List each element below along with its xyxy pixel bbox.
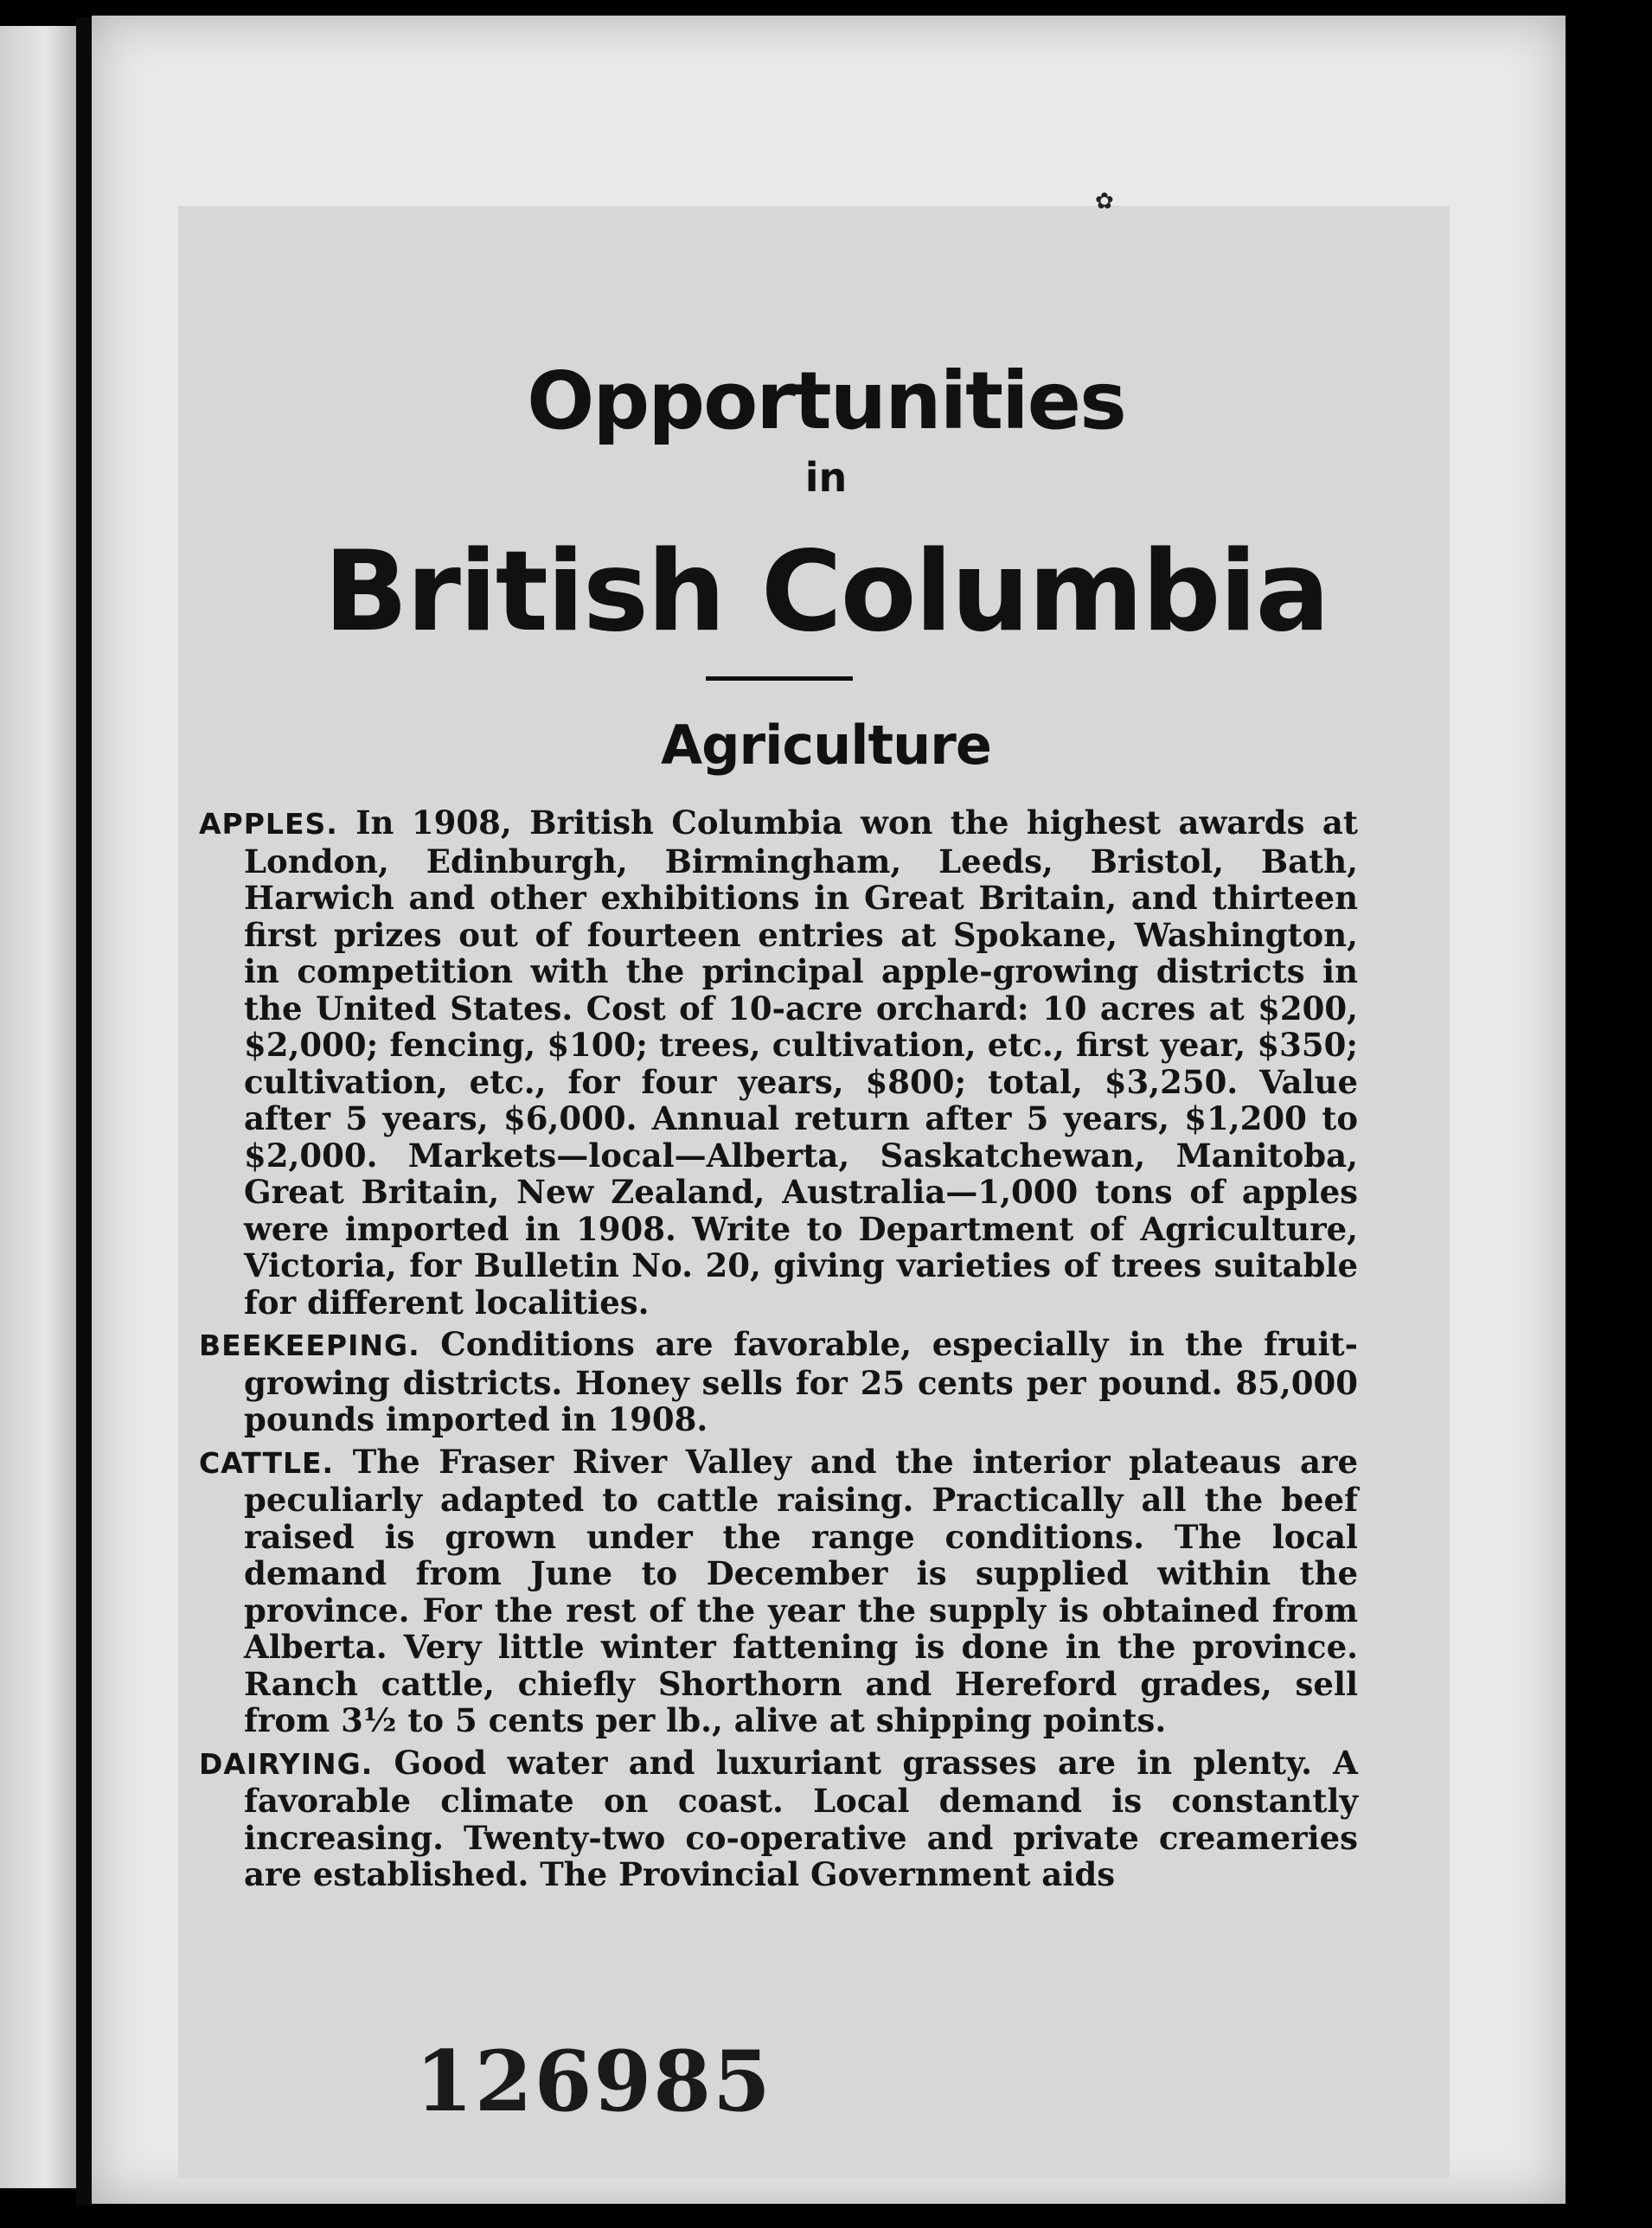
ornament-mark: ✿ xyxy=(1095,189,1114,214)
lead-beekeeping: BEEKEEPING. xyxy=(199,1328,420,1362)
book-gutter xyxy=(76,17,92,2206)
paragraph-dairying xyxy=(199,1745,1358,1893)
paragraph-beekeeping xyxy=(199,1326,1358,1438)
text-cattle: The Fraser River Valley and the interior plateaus are peculiarly adapted to cattle raising. Practically all the beef raised is grown under the range conditions. The local demand from June to December is supplied within the province. For the rest of the year the supply is obtained from Alberta. Very little winter fattening is done in the province. Ranch cattle, chiefly Shorthorn and Hereford grades, sell from 3½ to 5 cents per lb., alive at shipping points. xyxy=(244,1442,1358,1739)
title-in: in xyxy=(804,454,848,501)
text-dairying: Good water and luxuriant grasses are in plenty. A favorable climate on coast. Local demand is constantly increasing. Twenty-two co-operative and private creameries are established. The Provincial Government aids xyxy=(244,1743,1358,1893)
text-apples: In 1908, British Columbia won the highest awards at London, Edinburgh, Birmingham, Leeds, Bristol, Bath, Harwich and other exhibitions in Great Britain, and thirteen first prizes out of fourteen entries at Spokane, Washington, in competition with the principal apple-growing districts in the United States. Cost of 10-acre orchard: 10 acres at $200, $2,000; fencing, $100; trees, cultivation, etc., first year, $350; cultivation, etc., for four years, $800; total, $3,250. Value after 5 years, $6,000. Annual return after 5 years, $1,200 to $2,000. Markets—local—Alberta, Saskatchewan, Manitoba, Great Britain, New Zealand, Australia—1,000 tons of apples were imported in 1908. Write to Department of Agriculture, Victoria, for Bulletin No. 20, giving varieties of trees suitable for different localities. xyxy=(244,803,1358,1322)
title-divider-rule xyxy=(706,676,853,681)
paragraph-apples xyxy=(199,804,1358,1321)
title-british-columbia: British Columbia xyxy=(323,528,1329,656)
paragraph-cattle xyxy=(199,1444,1358,1739)
lead-dairying: DAIRYING. xyxy=(199,1746,374,1781)
lead-apples: APPLES. xyxy=(199,807,338,841)
text-beekeeping: Conditions are favorable, especially in the fruit-growing districts. Honey sells for 25 cents per pound. 85,000 pounds imported in 1908. xyxy=(244,1325,1358,1438)
catalog-stamp-number: 126985 xyxy=(415,2033,772,2130)
article-body xyxy=(199,804,1358,1898)
section-heading-agriculture: Agriculture xyxy=(661,714,991,777)
lead-cattle: CATTLE. xyxy=(199,1445,335,1480)
title-opportunities: Opportunities xyxy=(527,355,1125,447)
facing-page-edge xyxy=(0,26,76,2188)
